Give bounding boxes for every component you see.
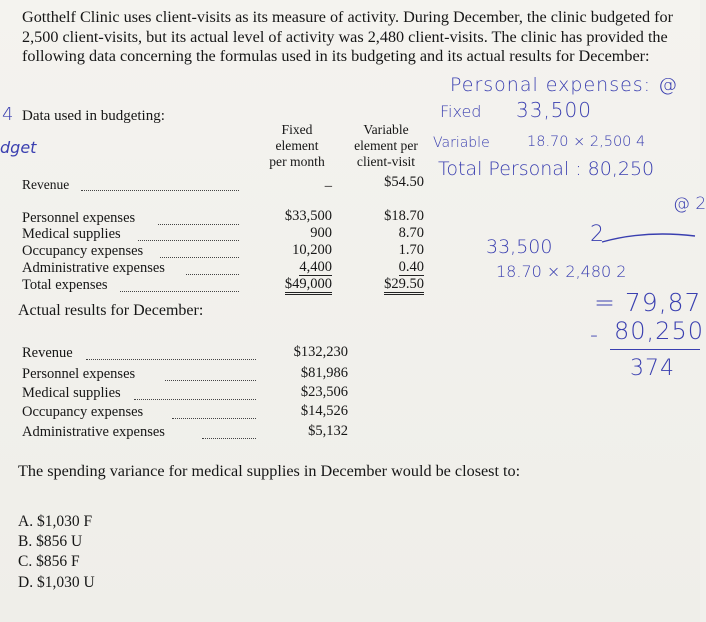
question-text: The spending variance for medical supplies in December would be closest to: xyxy=(18,462,521,480)
handwritten-variance-result: 374 xyxy=(630,356,675,381)
actual-row-label: Occupancy expenses xyxy=(22,404,144,420)
budget-total-fixed: $49,000 xyxy=(262,276,332,293)
budget-row-label: Medical supplies xyxy=(22,226,121,242)
actual-row-label: Revenue xyxy=(22,345,73,361)
budget-row-fixed: 4,400 xyxy=(299,259,332,275)
budget-row-fixed: 900 xyxy=(310,225,332,241)
handwritten-calc-fixed: 33,500 xyxy=(486,236,553,258)
leader-dots xyxy=(186,274,239,275)
margin-note-4: 4 xyxy=(2,104,14,125)
leader-dots xyxy=(160,257,239,258)
actual-row-label: Personnel expenses xyxy=(22,366,136,382)
leader-dots xyxy=(138,240,239,241)
budget-row-variable: $18.70 xyxy=(384,208,424,224)
handwritten-calc-result: = 79,87 xyxy=(594,288,702,317)
handwritten-calc-mark: 2 xyxy=(590,222,604,247)
actual-row-value: $132,230 xyxy=(293,344,348,360)
budget-row-label: Personnel expenses xyxy=(22,210,136,226)
fixed-column-header: Fixed element per month xyxy=(269,122,325,169)
leader-dots xyxy=(81,190,239,191)
budget-row-variable: 8.70 xyxy=(398,225,424,241)
answer-option-c[interactable]: C. $856 F xyxy=(18,553,80,570)
actual-row-value: $23,506 xyxy=(300,384,348,400)
handwritten-calc-budget: 80,250 xyxy=(614,317,704,345)
actual-row-value: $81,986 xyxy=(300,365,348,381)
handwritten-total-personal: Total Personal : 80,250 xyxy=(438,158,655,180)
budget-revenue-fixed: – xyxy=(324,178,332,194)
budget-row-variable: 0.40 xyxy=(398,259,424,275)
actual-section-title: Actual results for December: xyxy=(18,302,204,319)
leader-dots xyxy=(165,380,256,381)
leader-dots xyxy=(202,438,256,439)
handwritten-personal-expenses: Personal expenses: @ xyxy=(450,74,679,96)
handwritten-at-note: @ 2 xyxy=(673,194,706,214)
leader-dots xyxy=(86,359,256,360)
handwritten-fixed-label: Fixed xyxy=(440,102,482,121)
answer-option-d[interactable]: D. $1,030 U xyxy=(18,574,95,591)
actual-row-label: Medical supplies xyxy=(22,385,121,401)
answer-option-a[interactable]: A. $1,030 F xyxy=(18,513,93,530)
budget-total-label: Total expenses xyxy=(22,277,108,293)
handwritten-calc-variable: 18.70 × 2,480 2 xyxy=(496,262,627,281)
budget-total-variable: $29.50 xyxy=(350,276,424,293)
handwritten-fixed-value: 33,500 xyxy=(516,98,592,122)
actual-row-value: $14,526 xyxy=(300,403,348,419)
actual-row-value: $5,132 xyxy=(308,423,348,439)
actual-row-label: Administrative expenses xyxy=(22,424,165,440)
problem-intro: Gotthelf Clinic uses client-visits as its measure of activity. During December, the clinic budgeted for 2,500 client-visits, but its actual level of activity was 2,480 client-visits. The clinic has provided the following data concerning the formulas used in its budgeting and its actual results for December: xyxy=(22,8,674,65)
leader-dots xyxy=(120,291,239,292)
variable-column-header: Variable element per client-visit xyxy=(354,122,418,169)
budget-revenue-label: Revenue xyxy=(22,177,70,192)
budget-revenue-variable: $54.50 xyxy=(384,174,424,190)
leader-dots xyxy=(134,399,256,400)
handwritten-variable-label: Variable xyxy=(433,135,490,151)
answer-option-b[interactable]: B. $856 U xyxy=(18,533,83,550)
leader-dots xyxy=(172,418,256,419)
budget-row-label: Occupancy expenses xyxy=(22,243,144,259)
budget-row-fixed: $33,500 xyxy=(284,208,332,224)
handwritten-variable-calc: 18.70 × 2,500 4 xyxy=(527,134,646,150)
budget-row-fixed: 10,200 xyxy=(292,242,332,258)
budget-row-label: Administrative expenses xyxy=(22,260,165,276)
handwritten-arrow-stroke xyxy=(600,222,700,252)
handwritten-underline xyxy=(610,349,700,350)
budget-section-title: Data used in budgeting: xyxy=(22,108,165,124)
margin-note-dget: dget xyxy=(0,138,37,157)
leader-dots xyxy=(158,224,239,225)
budget-row-variable: 1.70 xyxy=(398,242,424,258)
handwritten-minus: - xyxy=(590,323,598,348)
